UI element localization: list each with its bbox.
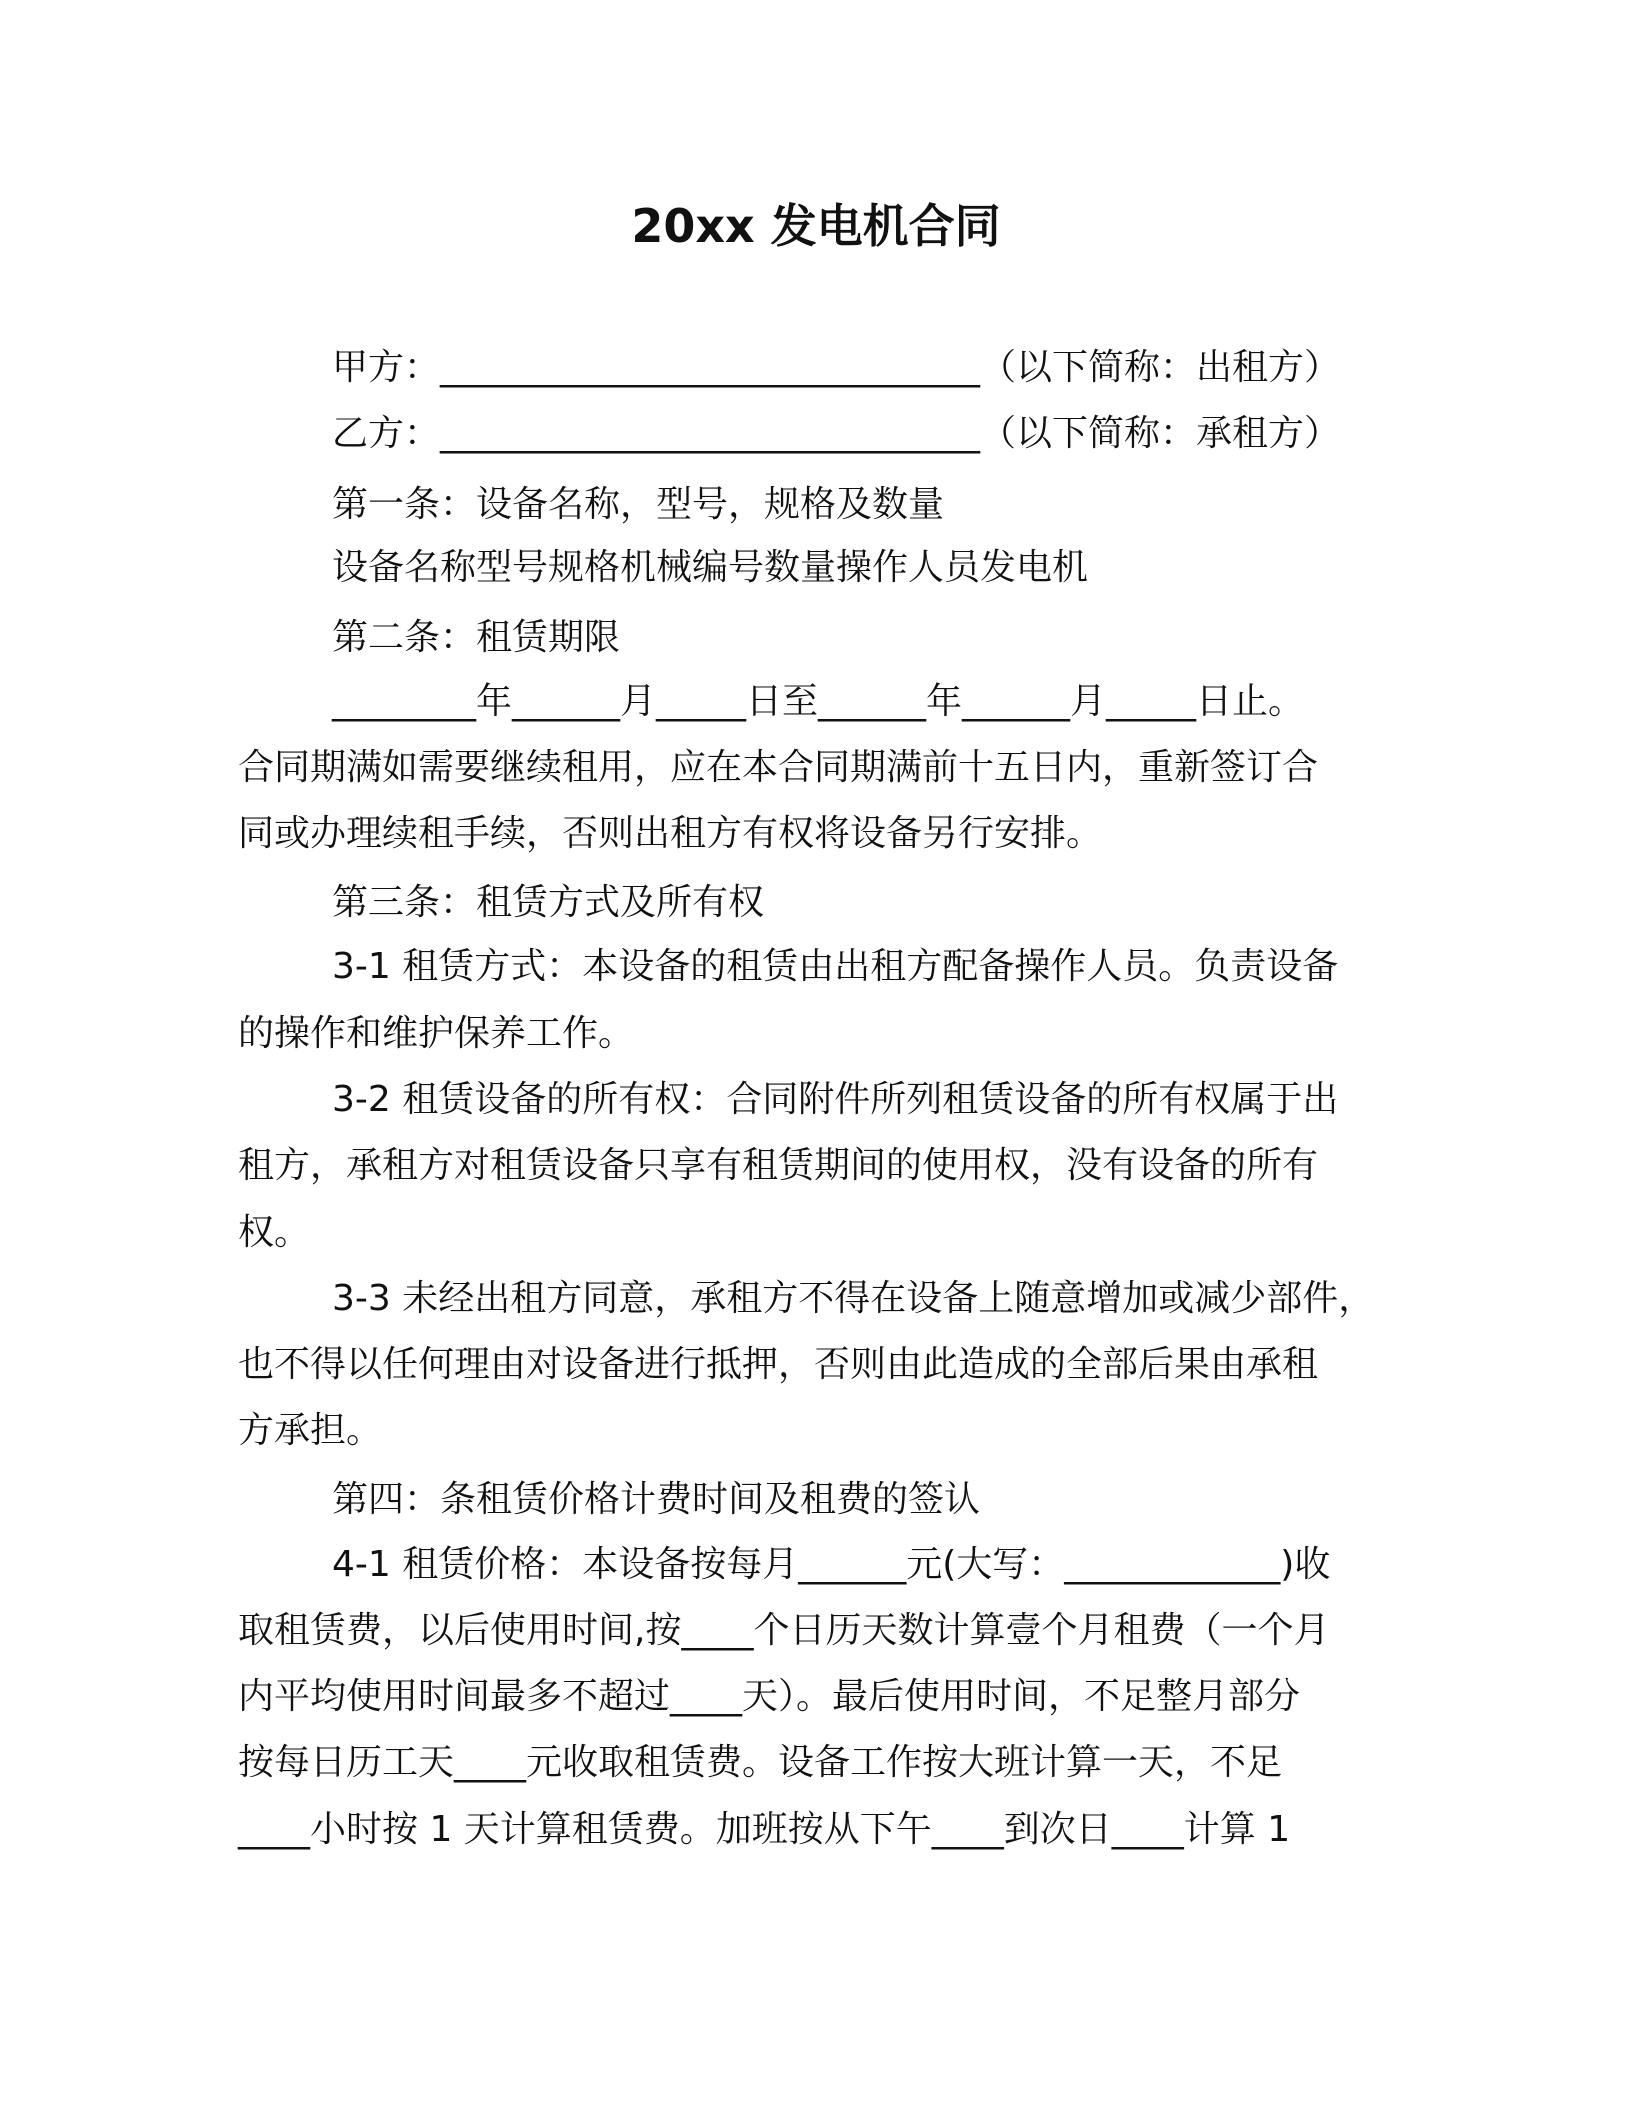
paragraph-line: 租方，承租方对租赁设备只享有租赁期间的使用权，没有设备的所有 — [238, 1145, 1319, 1186]
clause-3-2-line: 3-2 租赁设备的所有权：合同附件所列租赁设备的所有权属于出 — [332, 1079, 1339, 1120]
clause-3-3-line: 3-3 未经出租方同意，承租方不得在设备上随意增加或减少部件， — [332, 1278, 1375, 1319]
article-2-heading: 第二条：租赁期限 — [332, 617, 621, 658]
paragraph-line: 方承担。 — [238, 1410, 383, 1451]
paragraph-line: 取租赁费，以后使用时间,按____个日历天数计算壹个月租费（一个月 — [238, 1610, 1330, 1651]
party-a-line: 甲方：______________________________（以下简称：出租方） — [332, 347, 1341, 388]
clause-3-1-line: 3-1 租赁方式：本设备的租赁由出租方配备操作人员。负责设备 — [332, 946, 1339, 987]
article-3-heading: 第三条：租赁方式及所有权 — [332, 882, 765, 923]
article-4-heading: 第四：条租赁价格计费时间及租费的签认 — [332, 1479, 981, 1520]
equipment-header-line: 设备名称型号规格机械编号数量操作人员发电机 — [332, 547, 1089, 588]
paragraph-line: 权。 — [238, 1212, 311, 1253]
clause-4-1-line: 4-1 租赁价格：本设备按每月______元(大写：____________)收 — [332, 1544, 1331, 1585]
paragraph-line: ____小时按 1 天计算租赁费。加班按从下午____到次日____计算 1 — [238, 1809, 1291, 1850]
paragraph-line: 的操作和维护保养工作。 — [238, 1013, 635, 1054]
paragraph-line: 合同期满如需要继续租用，应在本合同期满前十五日内，重新签订合 — [238, 747, 1319, 788]
party-b-line: 乙方：______________________________（以下简称：承租方） — [332, 413, 1341, 454]
paragraph-line: 内平均使用时间最多不超过____天）。最后使用时间，不足整月部分 — [238, 1676, 1301, 1717]
paragraph-line: 同或办理续租手续，否则出租方有权将设备另行安排。 — [238, 813, 1103, 854]
paragraph-line: 按每日历工天____元收取租赁费。设备工作按大班计算一天，不足 — [238, 1742, 1283, 1783]
paragraph-line: 也不得以任何理由对设备进行抵押，否则由此造成的全部后果由承租 — [238, 1344, 1319, 1385]
article-1-heading: 第一条：设备名称，型号，规格及数量 — [332, 484, 945, 525]
document-title: 20xx 发电机合同 — [631, 199, 1001, 253]
lease-period-line: ________年______月_____日至______年______月_____日止。 — [332, 681, 1305, 722]
